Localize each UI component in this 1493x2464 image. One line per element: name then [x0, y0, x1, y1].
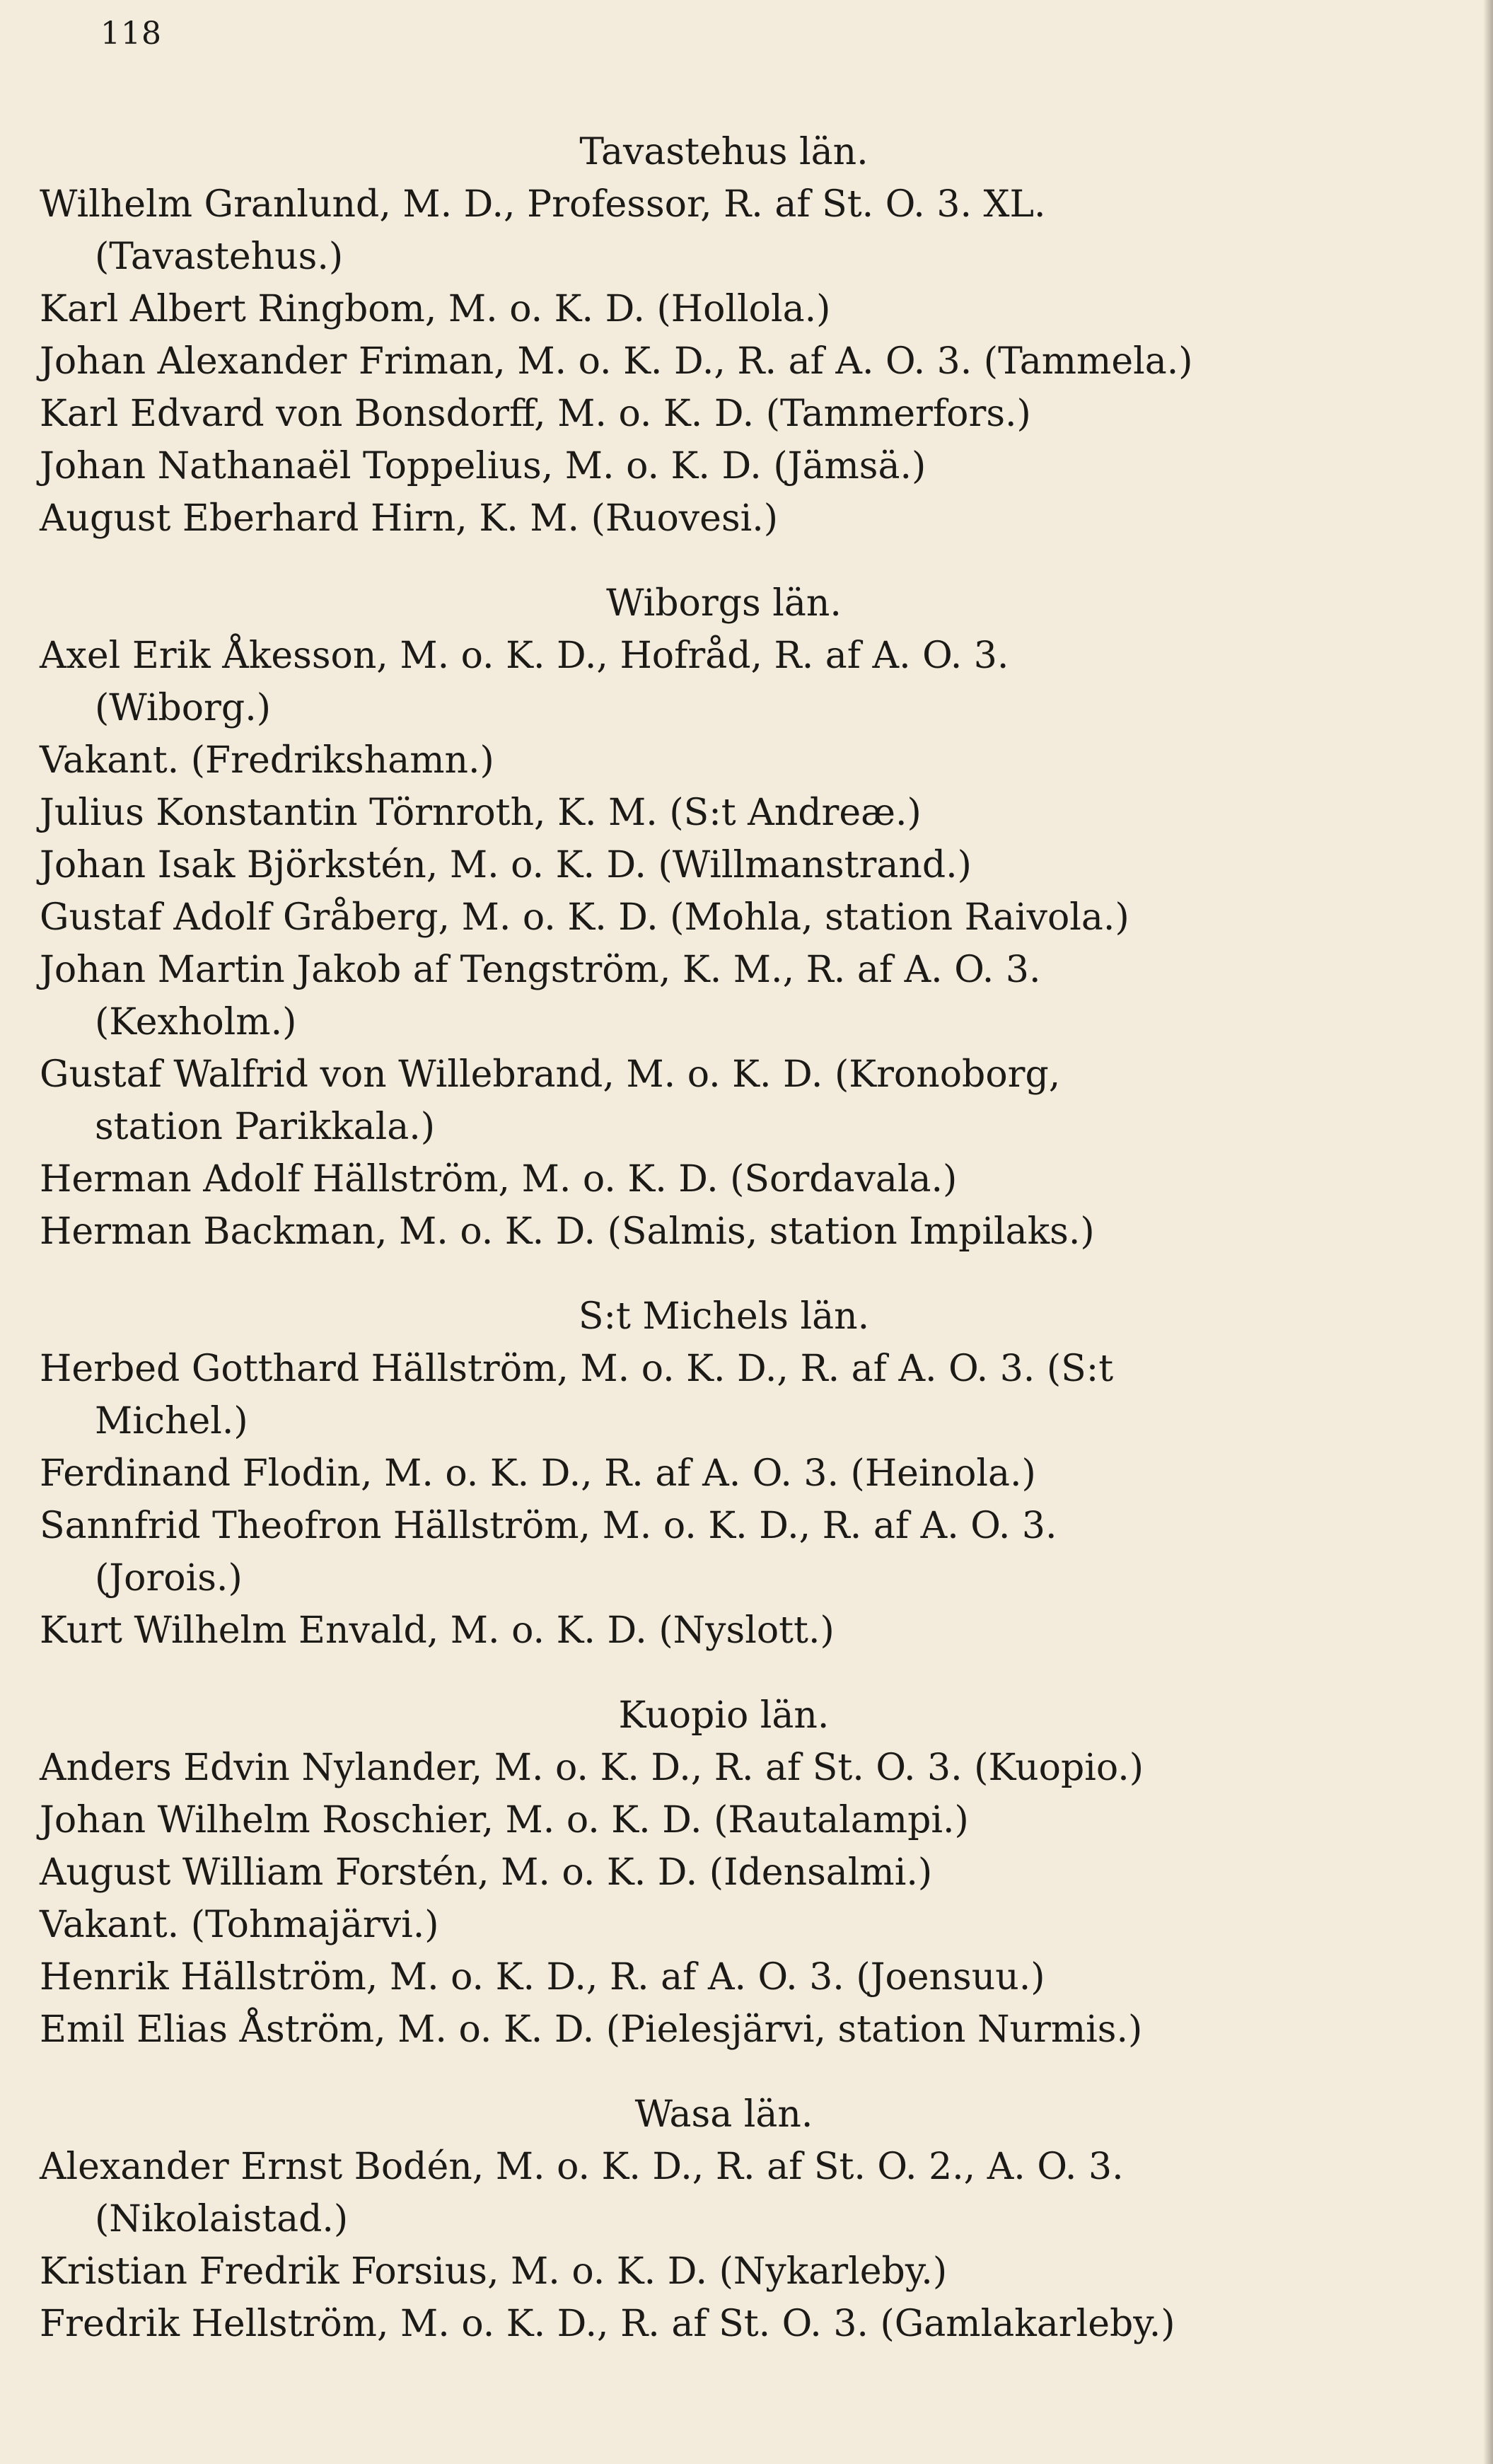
county-heading: S:t Michels län. [578, 1295, 870, 1338]
physician-entry [40, 1951, 1436, 2003]
physician-entry [40, 734, 1436, 787]
entry-line: Kurt Wilhelm Envald, M. o. K. D. (Nyslott.) [40, 1609, 835, 1652]
entry-line: Johan Martin Jakob af Tengström, K. M., R. af A. O. 3. [40, 949, 1041, 991]
physician-entry [40, 440, 1436, 492]
entry-line: Ferdinand Flodin, M. o. K. D., R. af A. O. 3. (Heinola.) [40, 1452, 1036, 1495]
entry-line: Johan Alexander Friman, M. o. K. D., R. af A. O. 3. (Tammela.) [40, 340, 1193, 383]
entry-line: Karl Edvard von Bonsdorff, M. o. K. D. (Tammerfors.) [40, 393, 1031, 435]
entry-line: Herbed Gotthard Hällström, M. o. K. D., R. af A. O. 3. (S:t [40, 1348, 1114, 1390]
physician-entry [40, 2141, 1436, 2245]
physician-entry [40, 787, 1436, 839]
county-section [40, 1290, 1436, 1657]
entry-line: Vakant. (Tohmajärvi.) [40, 1904, 439, 1946]
entry-continuation: (Jorois.) [95, 1557, 243, 1600]
physician-entry [40, 1794, 1436, 1846]
physician-entry [40, 1447, 1436, 1500]
physician-entry [40, 1604, 1436, 1657]
county-heading: Wiborgs län. [606, 582, 842, 625]
physician-entry [40, 1742, 1436, 1794]
entry-continuation: (Tavastehus.) [95, 236, 344, 278]
physician-entry [40, 1500, 1436, 1604]
page-edge-shadow [1483, 0, 1493, 2464]
physician-entry [40, 891, 1436, 944]
physician-entry [40, 1048, 1436, 1153]
entry-line: Sannfrid Theofron Hällström, M. o. K. D., R. af A. O. 3. [40, 1505, 1057, 1547]
entry-line: Johan Nathanaël Toppelius, M. o. K. D. (Jämsä.) [40, 445, 926, 487]
physician-entry [40, 388, 1436, 440]
county-section [40, 577, 1436, 1258]
physician-entry [40, 2003, 1436, 2056]
entry-line: Axel Erik Åkesson, M. o. K. D., Hofråd, R. af A. O. 3. [40, 635, 1009, 677]
county-heading: Wasa län. [634, 2093, 813, 2136]
entry-continuation: (Nikolaistad.) [95, 2198, 349, 2240]
physician-entry [40, 492, 1436, 545]
entry-continuation: (Kexholm.) [95, 1001, 297, 1043]
entry-line: Gustaf Adolf Gråberg, M. o. K. D. (Mohla, station Raivola.) [40, 896, 1129, 939]
entry-line: August William Forstén, M. o. K. D. (Idensalmi.) [40, 1851, 933, 1894]
page-number: 118 [100, 16, 162, 52]
entry-line: Vakant. (Fredrikshamn.) [40, 739, 494, 782]
entry-line: Karl Albert Ringbom, M. o. K. D. (Hollola.) [40, 288, 831, 330]
physician-entry [40, 2298, 1436, 2350]
physician-entry [40, 1899, 1436, 1951]
county-heading: Kuopio län. [618, 1694, 830, 1737]
physician-entry [40, 1846, 1436, 1899]
entry-line: Alexander Ernst Bodén, M. o. K. D., R. af St. O. 2., A. O. 3. [40, 2146, 1124, 2188]
entry-line: Herman Adolf Hällström, M. o. K. D. (Sordavala.) [40, 1158, 958, 1201]
entry-line: Fredrik Hellström, M. o. K. D., R. af St. O. 3. (Gamlakarleby.) [40, 2303, 1175, 2345]
entry-continuation: Michel.) [95, 1400, 248, 1442]
entry-continuation: station Parikkala.) [95, 1106, 436, 1148]
entry-line: Johan Isak Björkstén, M. o. K. D. (Willmanstrand.) [40, 844, 972, 886]
county-heading: Tavastehus län. [579, 131, 869, 173]
physician-entry [40, 944, 1436, 1048]
sections-container [40, 126, 1436, 2350]
entry-continuation: (Wiborg.) [95, 687, 272, 729]
entry-line: Kristian Fredrik Forsius, M. o. K. D. (Nykarleby.) [40, 2250, 948, 2293]
entry-line: Herman Backman, M. o. K. D. (Salmis, station Impilaks.) [40, 1210, 1095, 1253]
entry-line: Henrik Hällström, M. o. K. D., R. af A. O. 3. (Joensuu.) [40, 1956, 1045, 1999]
entry-line: Emil Elias Åström, M. o. K. D. (Pielesjärvi, station Nurmis.) [40, 2008, 1143, 2051]
county-section [40, 126, 1436, 545]
entry-line: August Eberhard Hirn, K. M. (Ruovesi.) [40, 497, 779, 540]
county-section [40, 1689, 1436, 2056]
physician-entry [40, 178, 1436, 283]
entry-line: Anders Edvin Nylander, M. o. K. D., R. af St. O. 3. (Kuopio.) [40, 1747, 1144, 1789]
entry-line: Julius Konstantin Törnroth, K. M. (S:t Andreæ.) [40, 792, 922, 834]
physician-entry [40, 1205, 1436, 1258]
physician-entry [40, 630, 1436, 734]
physician-entry [40, 335, 1436, 388]
entry-line: Wilhelm Granlund, M. D., Professor, R. af St. O. 3. XL. [40, 183, 1046, 226]
physician-entry [40, 1343, 1436, 1447]
physician-entry [40, 839, 1436, 891]
county-section [40, 2088, 1436, 2350]
entry-line: Johan Wilhelm Roschier, M. o. K. D. (Rautalampi.) [40, 1799, 969, 1841]
physician-entry [40, 1153, 1436, 1205]
physician-entry [40, 283, 1436, 335]
entry-line: Gustaf Walfrid von Willebrand, M. o. K. D. (Kronoborg, [40, 1053, 1061, 1096]
physician-entry [40, 2245, 1436, 2298]
